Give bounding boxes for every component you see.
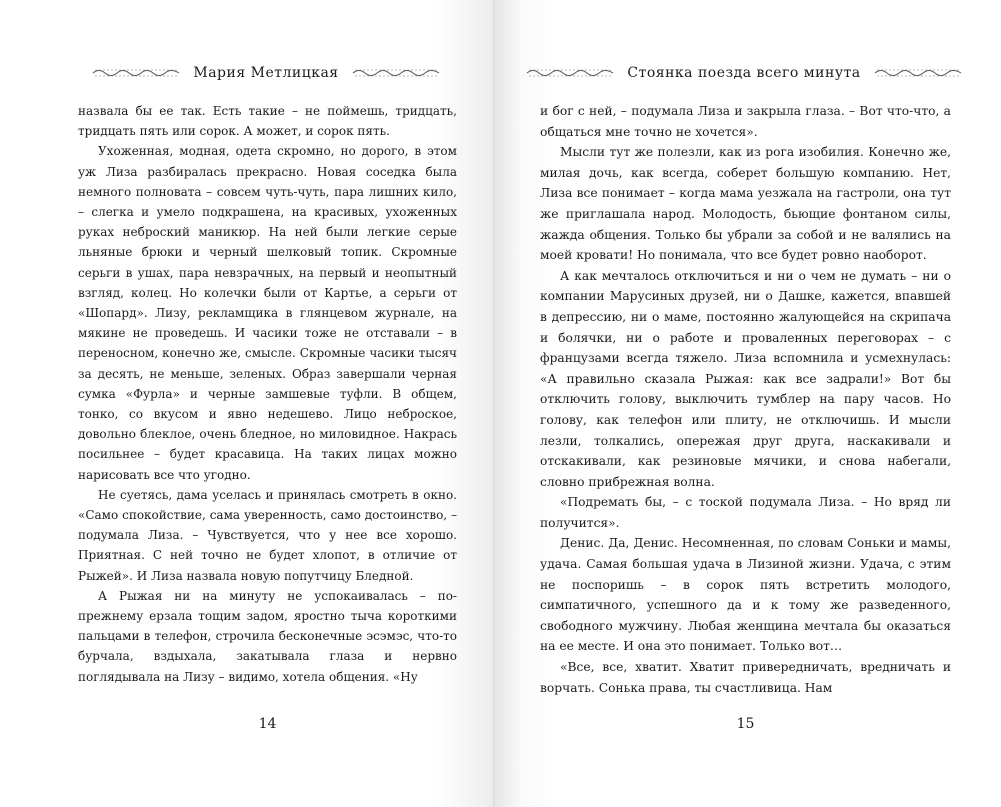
paragraph: назвала бы ее так. Есть такие – не поймешь, тридцать, тридцать пять или сорок. А может, и сорок пять.	[78, 104, 457, 139]
page-number-right: 15	[736, 716, 755, 732]
paragraph: Мысли тут же полезли, как из рога изобилия. Конечно же, милая дочь, как всегда, соберет большую компанию. Нет, Лиза все понимает – когда мама уезжала на гастроли, она тут же приглашала народ. Молодость, бьющие фонтаном силы, жажда общения. Только бы убрали за собой и не валялись на моей кровати! Но понимала, что все будет ровно наоборот.	[540, 145, 951, 263]
paragraph: «Все, все, хватит. Хватит привередничать, вредничать и ворчать. Сонька права, ты счастливица. Нам	[540, 660, 951, 695]
right-body-text	[540, 101, 951, 698]
ornament-right-icon	[351, 67, 441, 79]
ornament-left-icon	[525, 67, 615, 79]
paragraph: А как мечталось отключиться и ни о чем не думать – ни о компании Марусиных друзей, ни о Дашке, кажется, впавшей в депрессию, ни о маме, постоянно жалующейся на скрипача и болячки, ни о работе и проваленных переговорах – с французами всегда тяжело. Лиза вспомнила и усмехнулась: «А правильно сказала Рыжая: как все задрали!» Вот бы отключить голову, выключить тумблер на пару часов. Но голову, как телефон или плиту, не отключишь. И мысли лезли, толкались, опережая друг друга, наскакивали и отскакивали, как резиновые мячики, и снова набегали, словно прибрежная волна.	[540, 268, 951, 489]
paragraph: А Рыжая ни на минуту не успокаивалась – по-прежнему ерзала тощим задом, яростно тыча короткими пальцами в телефон, строчила бесконечные эсэмэс, что-то бурчала, вздыхала, закатывала глаза и нервно поглядывала на Лизу – видимо, хотела общения. «Ну	[78, 588, 457, 684]
right-page	[496, 0, 1001, 807]
left-body-text	[78, 101, 457, 687]
running-head-left	[78, 62, 454, 84]
book-title: Стоянка поезда всего минута	[627, 65, 861, 81]
page-number-left: 14	[258, 716, 277, 732]
paragraph: Денис. Да, Денис. Несомненная, по словам Соньки и мамы, удача. Самая большая удача в Лизиной жизни. Удача, с этим не поспоришь – в сорок пять встретить молодого, симпатичного, успешного да и к тому же разведенного, свободного мужчину. Любая женщина мечтала бы оказаться на ее месте. И она это понимает. Только вот…	[540, 536, 951, 654]
paragraph: Не суетясь, дама уселась и принялась смотреть в окно. «Само спокойствие, сама уверенность, само достоинство, – подумала Лиза. – Чувствуется, что у нее все хорошо. Приятная. С ней точно не будет хлопот, в отличие от Рыжей». И Лиза назвала новую попутчицу Бледной.	[78, 487, 457, 583]
ornament-left-icon	[91, 67, 181, 79]
book-author: Мария Метлицкая	[193, 65, 339, 81]
running-head-right	[538, 62, 950, 84]
left-page	[0, 0, 496, 807]
paragraph: «Подремать бы, – с тоской подумала Лиза. – Но вряд ли получится».	[540, 495, 951, 530]
paragraph: Ухоженная, модная, одета скромно, но дорого, в этом уж Лиза разбиралась прекрасно. Новая соседка была немного полновата – совсем чуть-чуть, пара лишних кило, – слегка и умело подкрашена, на красивых, ухоженных руках неброский маникюр. На ней были легкие серые льняные брюки и черный шелковый топик. Скромные серьги в ушах, пара невзрачных, на первый и неопытный взгляд, колец. Но колечки были от Картье, а серьги от «Шопард». Лизу, рекламщика в глянцевом журнале, на мякине не проведешь. И часики тоже не отставали – в переносном, конечно же, смысле. Скромные часики тысяч за десять, не меньше, зеленых. Образ завершали черная сумка «Фурла» и черные замшевые туфли. В общем, тонко, со вкусом и явно недешево. Лицо неброское, довольно блеклое, очень бледное, но миловидное. Накрась посильнее – будет красавица. На таких лицах можно нарисовать все что угодно.	[78, 144, 457, 482]
ornament-right-icon	[873, 67, 963, 79]
paragraph: и бог с ней, – подумала Лиза и закрыла глаза. – Вот что-что, а общаться мне точно не хочется».	[540, 104, 951, 139]
